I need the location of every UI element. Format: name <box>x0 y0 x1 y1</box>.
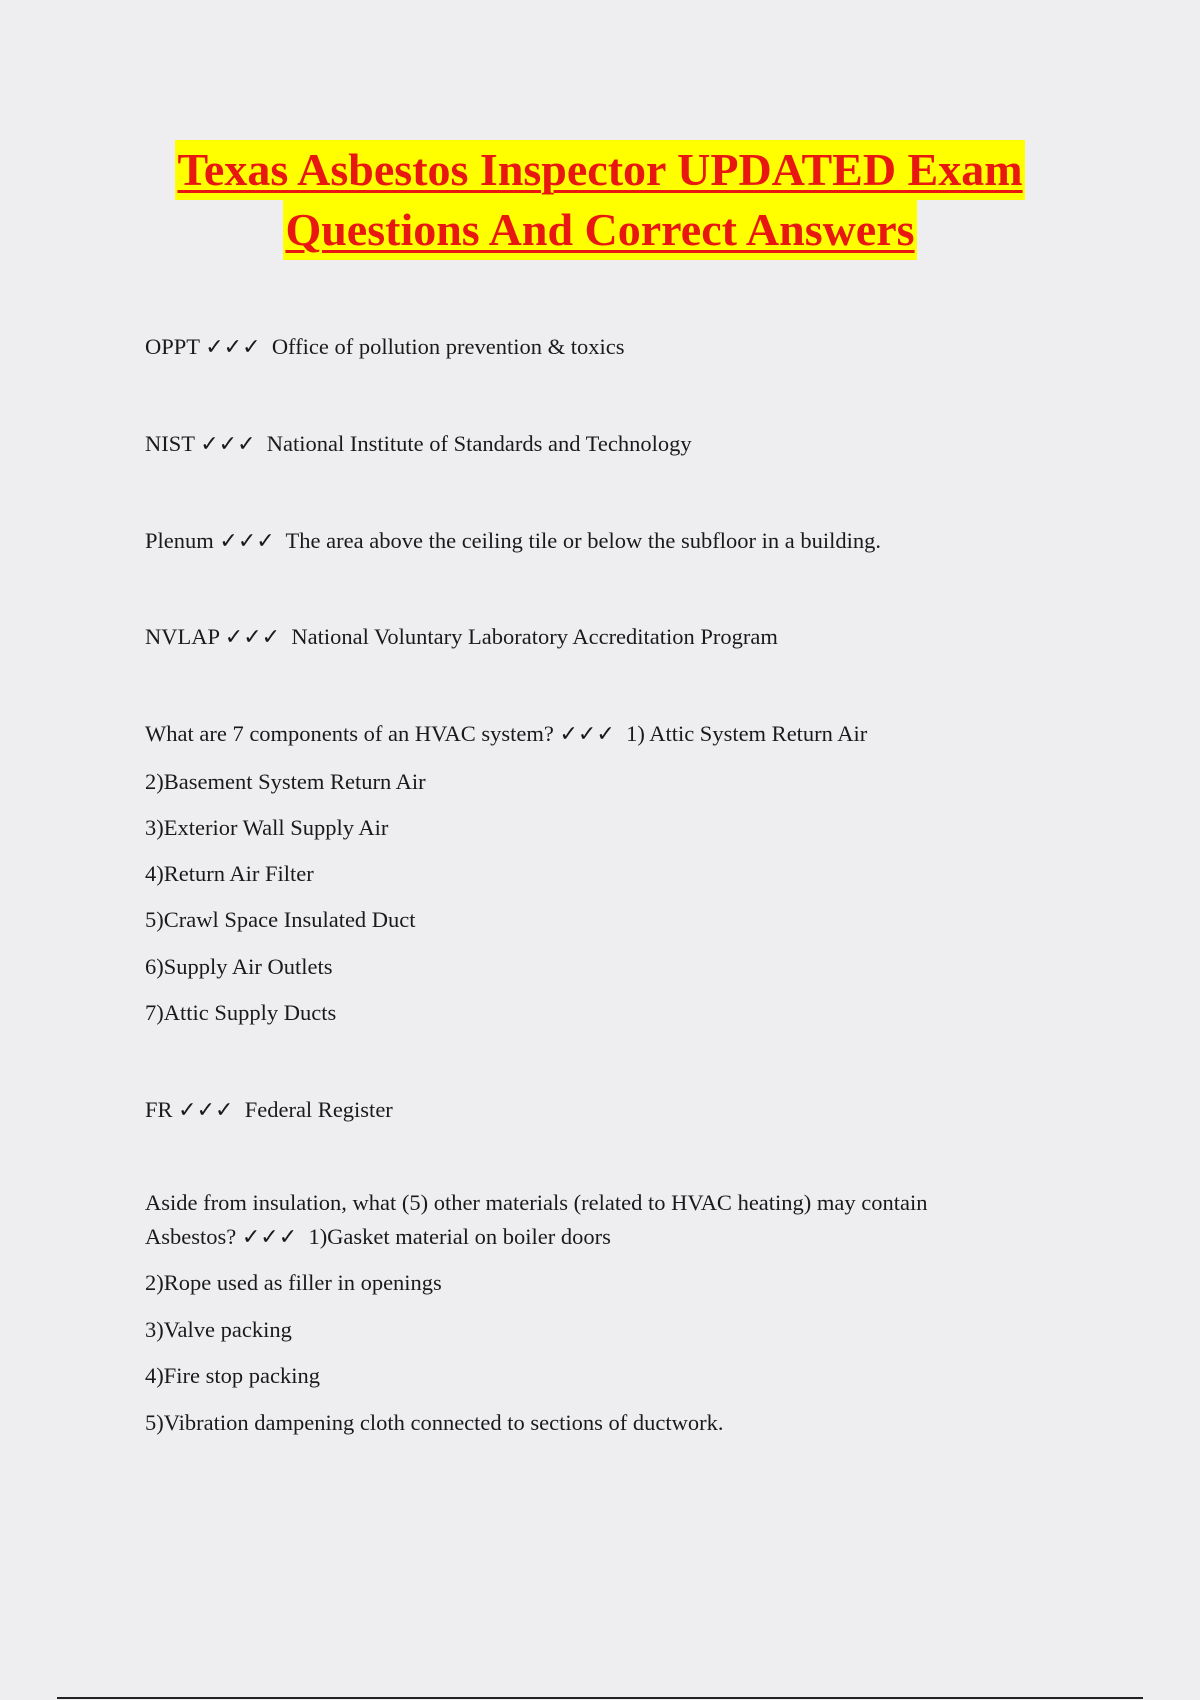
qa-entry-fr <box>145 1095 393 1126</box>
qa-answer: The area above the ceiling tile or below the subfloor in a building. <box>285 528 881 553</box>
triple-check-icon: ✓✓✓ <box>241 1225 298 1250</box>
qa-entry-asbestos <box>145 1222 611 1253</box>
triple-check-icon: ✓✓✓ <box>178 1098 234 1123</box>
qa-answer: National Voluntary Laboratory Accreditation Program <box>291 624 778 649</box>
qa-term: NVLAP <box>145 624 220 649</box>
hvac-list-item: 5)Crawl Space Insulated Duct <box>145 907 416 932</box>
qa-answer: 1)Gasket material on boiler doors <box>308 1224 611 1249</box>
title-line-1: Texas Asbestos Inspector UPDATED Exam <box>175 140 1024 200</box>
qa-answer: Office of pollution prevention & toxics <box>271 334 625 359</box>
qa-answer: Federal Register <box>244 1097 393 1122</box>
triple-check-icon: ✓✓✓ <box>219 529 275 554</box>
qa-entry-oppt <box>145 332 624 363</box>
qa-entry-hvac <box>145 719 867 750</box>
triple-check-icon: ✓✓✓ <box>205 335 261 360</box>
triple-check-icon: ✓✓✓ <box>224 625 281 650</box>
hvac-list-item: 2)Basement System Return Air <box>145 769 426 794</box>
qa-answer: 1) Attic System Return Air <box>626 721 868 746</box>
hvac-list-item: 6)Supply Air Outlets <box>145 954 333 979</box>
qa-answer: National Institute of Standards and Technology <box>266 431 692 456</box>
document-title <box>0 140 1200 260</box>
qa-term: Asbestos? <box>145 1224 237 1249</box>
triple-check-icon: ✓✓✓ <box>559 722 615 747</box>
hvac-list-item: 3)Exterior Wall Supply Air <box>145 815 389 840</box>
qa-term: Plenum <box>145 528 214 553</box>
qa-entry-plenum <box>145 526 881 557</box>
qa-term: OPPT <box>145 334 200 359</box>
title-line-2: Questions And Correct Answers <box>283 200 916 260</box>
asbestos-list-item: 5)Vibration dampening cloth connected to sections of ductwork. <box>145 1410 724 1435</box>
hvac-list-item: 4)Return Air Filter <box>145 861 314 886</box>
asbestos-list-item: 4)Fire stop packing <box>145 1363 320 1388</box>
qa-entry-nvlap <box>145 622 778 653</box>
asbestos-list-item: 2)Rope used as filler in openings <box>145 1270 442 1295</box>
qa-term: FR <box>145 1097 173 1122</box>
qa-term: NIST <box>145 431 195 456</box>
triple-check-icon: ✓✓✓ <box>200 432 256 457</box>
footer-divider <box>57 1697 1143 1699</box>
qa-term: What are 7 components of an HVAC system? <box>145 721 554 746</box>
qa-entry-nist <box>145 429 692 460</box>
asbestos-list-item: 3)Valve packing <box>145 1317 292 1342</box>
hvac-list-item: 7)Attic Supply Ducts <box>145 1000 337 1025</box>
asbestos-question-line-1: Aside from insulation, what (5) other materials (related to HVAC heating) may contain <box>145 1190 928 1215</box>
